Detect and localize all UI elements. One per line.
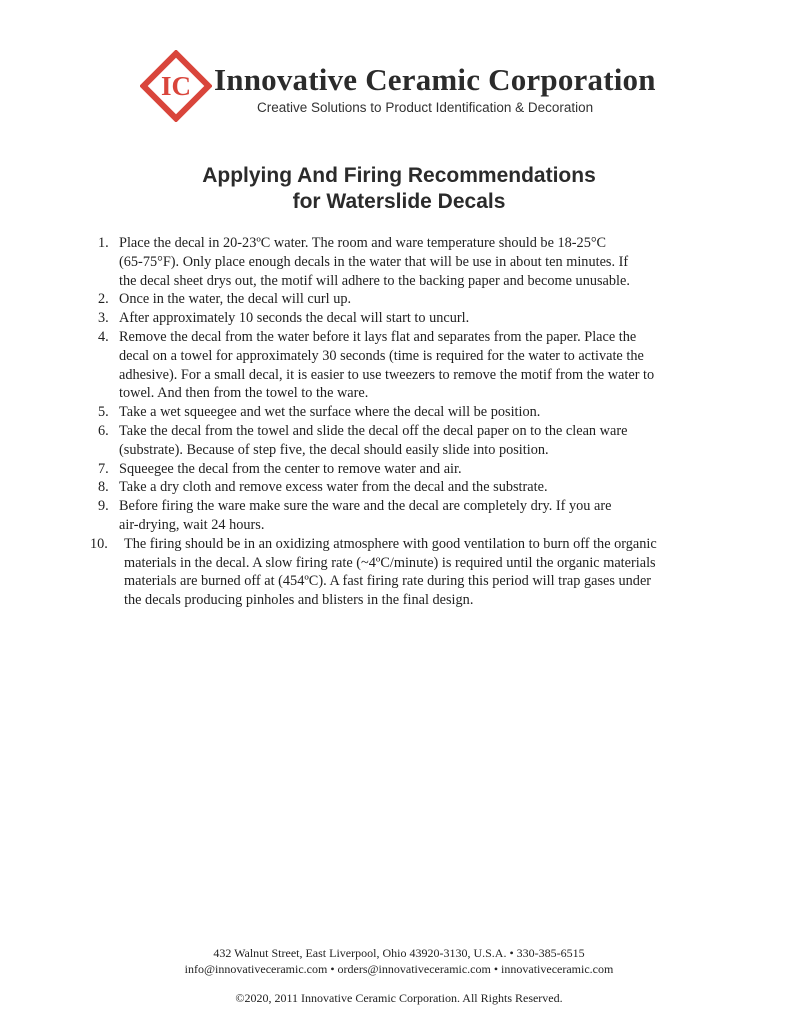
footer-copyright: ©2020, 2011 Innovative Ceramic Corporation. All Rights Reserved. bbox=[235, 991, 563, 1005]
step-text-line: Remove the decal from the water before it lays flat and separates from the paper. Place the bbox=[119, 328, 637, 345]
step-text-line: the decal sheet drys out, the motif will adhere to the backing paper and become unusable. bbox=[119, 272, 630, 289]
step-text-line: The firing should be in an oxidizing atmosphere with good ventilation to burn off the organic bbox=[124, 535, 657, 552]
step-number: 8. bbox=[98, 479, 109, 496]
step-text-line: decal on a towel for approximately 30 seconds (time is required for the water to activate the bbox=[119, 347, 644, 364]
step-text-line: materials in the decal. A slow firing rate (~4ºC/minute) is required until the organic materials bbox=[124, 554, 656, 571]
step-text-line: towel. And then from the towel to the ware. bbox=[119, 385, 369, 402]
instruction-step bbox=[0, 309, 798, 328]
instruction-step bbox=[0, 460, 798, 479]
step-number: 5. bbox=[98, 404, 109, 421]
step-text-line: air-drying, wait 24 hours. bbox=[119, 516, 265, 533]
instruction-step bbox=[0, 535, 798, 610]
footer-address: 432 Walnut Street, East Liverpool, Ohio 43920-3130, U.S.A. • 330-385-6515 bbox=[213, 946, 585, 960]
step-number: 2. bbox=[98, 291, 109, 308]
step-text-line: the decals producing pinholes and blisters in the final design. bbox=[124, 592, 474, 609]
title-line-2: for Waterslide Decals bbox=[292, 190, 506, 213]
step-number: 10. bbox=[90, 535, 108, 552]
page-title bbox=[0, 163, 798, 215]
step-text-line: After approximately 10 seconds the decal will start to uncurl. bbox=[119, 310, 470, 327]
company-logo bbox=[140, 50, 212, 122]
instruction-step bbox=[0, 290, 798, 309]
instruction-step bbox=[0, 497, 798, 535]
step-text-line: (substrate). Because of step five, the decal should easily slide into position. bbox=[119, 441, 549, 458]
instruction-step bbox=[0, 234, 798, 290]
step-number: 9. bbox=[98, 498, 109, 515]
instruction-step bbox=[0, 422, 798, 460]
company-name: Innovative Ceramic Corporation bbox=[214, 62, 656, 97]
instruction-list bbox=[0, 234, 798, 610]
step-text-line: Before firing the ware make sure the ware and the decal are completely dry. If you are bbox=[119, 498, 612, 515]
instruction-step bbox=[0, 328, 798, 403]
step-text-line: Take the decal from the towel and slide the decal off the decal paper on to the clean ware bbox=[119, 422, 628, 439]
step-text-line: Take a wet squeegee and wet the surface where the decal will be position. bbox=[119, 404, 541, 421]
step-text-line: materials are burned off at (454ºC). A fast firing rate during this period will trap gases under bbox=[124, 573, 652, 590]
step-text-line: adhesive). For a small decal, it is easier to use tweezers to remove the motif from the water to bbox=[119, 366, 655, 383]
step-number: 3. bbox=[98, 310, 109, 327]
letterhead bbox=[140, 50, 670, 122]
instruction-step bbox=[0, 478, 798, 497]
step-text-line: Place the decal in 20-23ºC water. The room and ware temperature should be 18-25°C bbox=[119, 235, 607, 251]
step-number: 6. bbox=[98, 422, 109, 439]
step-text-line: (65-75°F). Only place enough decals in the water that will be use in about ten minutes. If bbox=[119, 253, 629, 270]
step-text-line: Once in the water, the decal will curl up. bbox=[119, 291, 352, 308]
instruction-step bbox=[0, 403, 798, 422]
step-number: 7. bbox=[98, 460, 109, 477]
title-line-1: Applying And Firing Recommendations bbox=[202, 164, 596, 187]
company-tagline: Creative Solutions to Product Identification & Decoration bbox=[257, 100, 594, 115]
footer-contact: info@innovativeceramic.com • orders@innovativeceramic.com • innovativeceramic.com bbox=[184, 962, 614, 976]
step-text-line: Squeegee the decal from the center to remove water and air. bbox=[119, 460, 462, 477]
logo-letters: IC bbox=[160, 71, 192, 101]
step-number: 4. bbox=[98, 328, 109, 345]
step-text-line: Take a dry cloth and remove excess water from the decal and the substrate. bbox=[119, 479, 548, 496]
step-number: 1. bbox=[98, 235, 109, 251]
